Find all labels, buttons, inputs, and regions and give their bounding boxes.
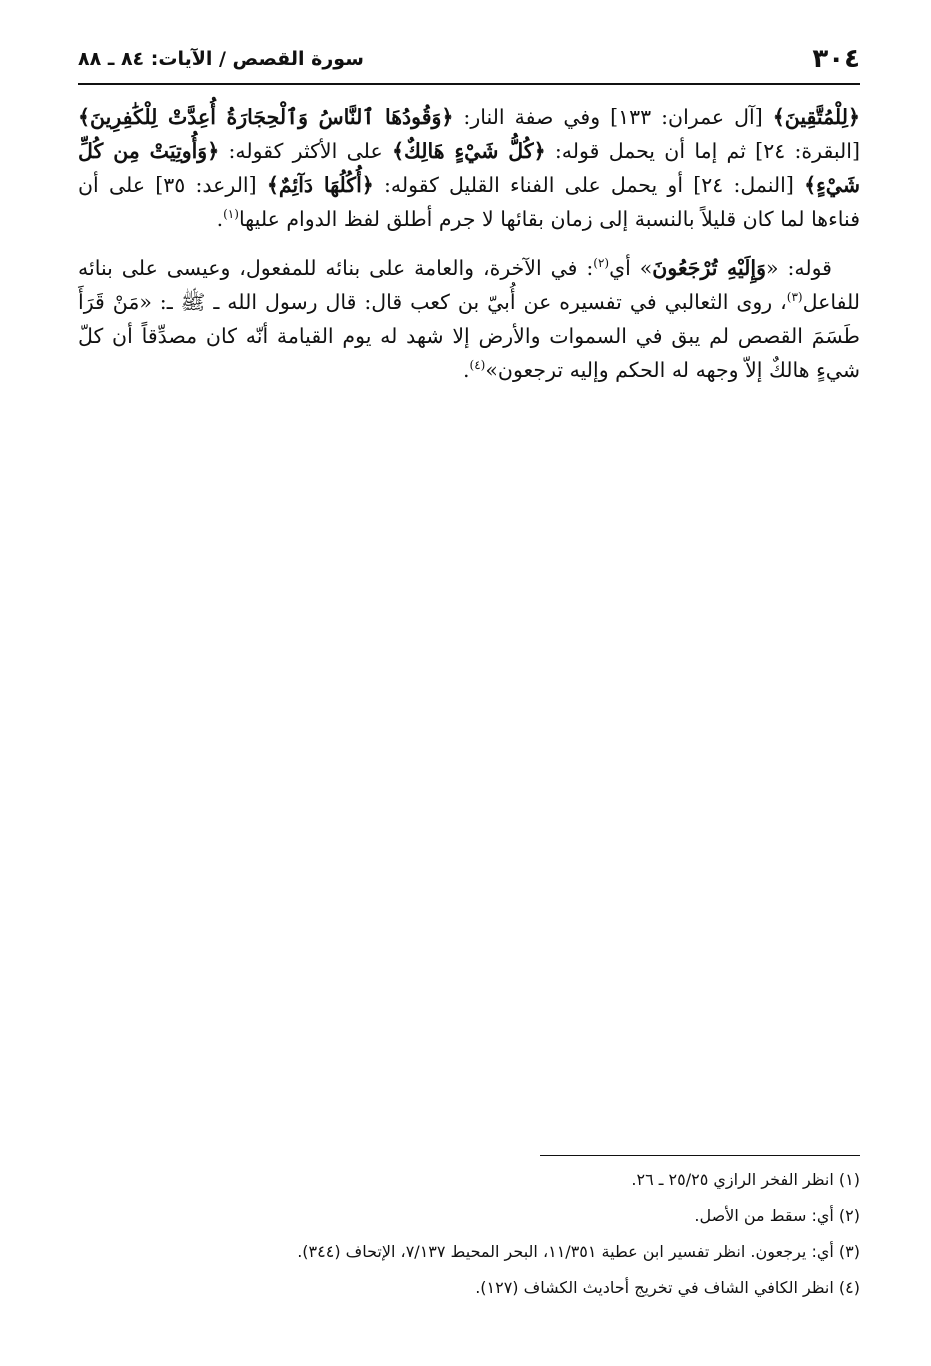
quran-quote: ﴿وَقُودُهَا ٱلنَّاسُ وَٱلْحِجَارَةُ أُعِدَّتْ لِلْكَٰفِرِينَ﴾: [78, 105, 454, 129]
text-run: قوله: «: [766, 256, 832, 280]
page-number: ٣٠٤: [812, 44, 860, 74]
text-run: [آل عمران: ١٣٣] وفي صفة النار:: [453, 105, 773, 129]
footnote-ref-3[interactable]: (٣): [786, 290, 803, 305]
footnote-separator: [540, 1155, 860, 1156]
text-run: : في الآخرة، والعامة على بنائه للمفعول، وعيسى على بنائه للفاعل: [78, 256, 860, 314]
quran-quote: ﴿وَأُوتِيَتْ مِن كُلِّ شَيْءٍ﴾: [78, 139, 860, 197]
quran-quote: ﴿أُكُلُهَا دَآئِمٌ﴾: [266, 173, 374, 197]
footnotes: [120, 1165, 860, 1309]
footnote-4: (٤) انظر الكافي الشاف في تخريج أحاديث الكشاف (١٢٧).: [475, 1278, 860, 1297]
footnote-ref-4[interactable]: (٤): [469, 358, 486, 373]
text-run: على الأكثر كقوله:: [219, 139, 392, 163]
footnote-2: (٢) أي: سقط من الأصل.: [694, 1206, 860, 1225]
footnote-ref-2[interactable]: (٢): [593, 256, 610, 271]
header-rule: [78, 83, 860, 85]
page-header: [78, 38, 860, 80]
paragraph-1: [78, 100, 860, 236]
main-text: [78, 100, 860, 402]
text-run: [النمل: ٢٤] أو يحمل على الفناء القليل كقوله:: [373, 173, 805, 197]
text-run: .: [216, 207, 224, 231]
paragraph-2: [78, 251, 860, 387]
footnote-3: (٣) أي: يرجعون. انظر تفسير ابن عطية ١١/٣٥١، البحر المحيط ٧/١٣٧، الإتحاف (٣٤٤).: [297, 1242, 860, 1261]
quran-quote: ﴿كُلُّ شَيْءٍ هَالِكٌ﴾: [391, 139, 546, 163]
text-run: » أي: [609, 256, 653, 280]
quran-quote: ﴿لِلْمُتَّقِينَ﴾: [772, 105, 860, 129]
text-run: [البقرة: ٢٤] ثم إما أن يحمل قوله:: [545, 139, 860, 163]
text-run: [الرعد: ٣٥] على أن فناءها لما كان قليلاً بالنسبة إلى زمان بقائها لا جرم أطلق لفظ الدوام عليها: [78, 173, 860, 231]
text-run: .: [462, 358, 470, 382]
footnote-1: (١) انظر الفخر الرازي ٢٥/٢٥ ـ ٢٦.: [631, 1170, 860, 1189]
footnote-ref-1[interactable]: (١): [223, 207, 239, 222]
running-title: سورة القصص / الآيات: ٨٤ ـ ٨٨: [78, 47, 364, 70]
text-run: ، روى الثعالبي في تفسيره عن أُبيّ بن كعب قال: قال رسول الله ـ ﷺ ـ: «مَنْ قَرَأَ طَسَمَ القصص لم يبق في السموات والأرض إلا شهد له يوم القيامة أنّه كان مصدِّقاً أن كلّ شيءٍ هالكٌ إلاّ وجهه له الحكم وإليه ترجعون»: [78, 290, 860, 382]
quran-quote: وَإِلَيْهِ تُرْجَعُونَ: [652, 256, 767, 280]
